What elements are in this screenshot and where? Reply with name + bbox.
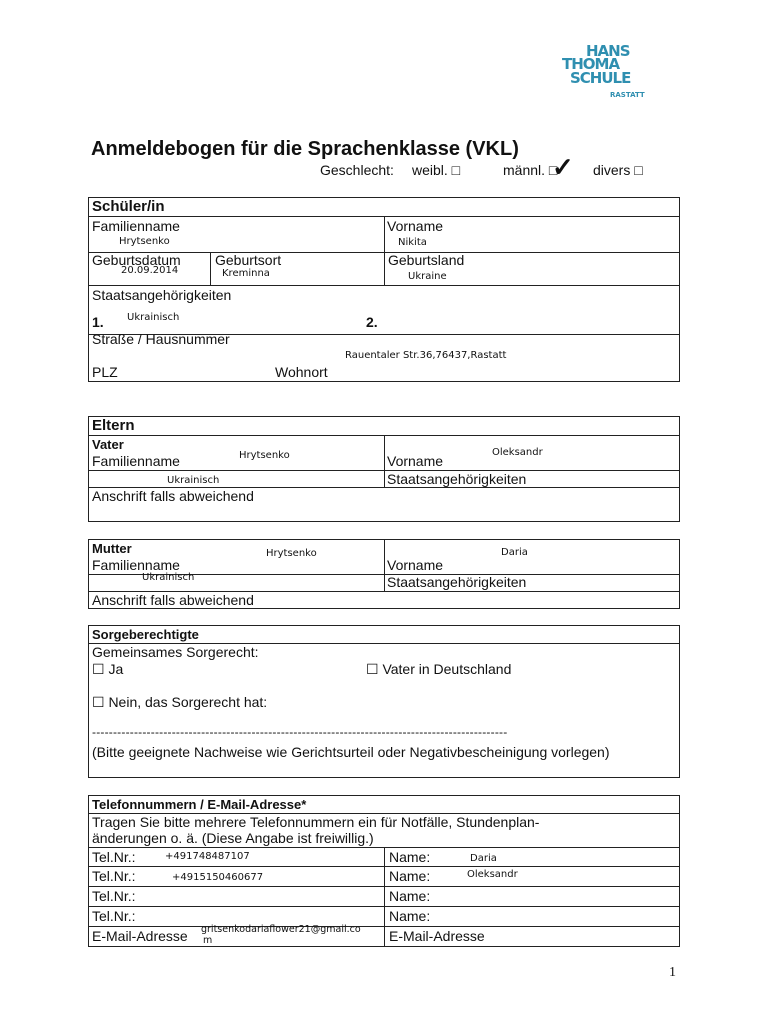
custody-heading: Sorgeberechtigte xyxy=(92,627,199,642)
custody-yes-checkbox[interactable]: ☐ Ja xyxy=(92,661,124,677)
nationality-2-label: 2. xyxy=(366,314,378,330)
birthcountry-value[interactable]: Ukraine xyxy=(408,271,447,282)
tel-label-3: Tel.Nr.: xyxy=(92,888,136,904)
tel-value-2[interactable]: +4915150460677 xyxy=(172,872,264,883)
student-section xyxy=(88,197,680,382)
gender-female-checkbox[interactable]: weibl. □ xyxy=(412,162,461,178)
nationality-label: Staatsangehörigkeiten xyxy=(92,287,232,303)
street-label: Straße / Hausnummer xyxy=(92,331,230,347)
name-label-2: Name: xyxy=(389,868,431,884)
father-family-name-label: Familienname xyxy=(92,453,180,469)
father-nationality-value[interactable]: Ukrainisch xyxy=(167,475,220,486)
email-value-line1[interactable]: gritsenkodariaflower21@gmail.co xyxy=(201,924,361,935)
page-number: 1 xyxy=(669,965,676,980)
mother-family-name-value[interactable]: Hrytsenko xyxy=(266,548,317,559)
father-first-name-value[interactable]: Oleksandr xyxy=(492,447,543,458)
custody-no-checkbox[interactable]: ☐ Nein, das Sorgerecht hat: xyxy=(92,694,268,710)
father-first-name-label: Vorname xyxy=(387,453,444,469)
contact-heading: Telefonnummern / E-Mail-Adresse* xyxy=(92,797,307,812)
name-label-3: Name: xyxy=(389,888,431,904)
birthdate-label: Geburtsdatum xyxy=(92,252,181,268)
zip-label: PLZ xyxy=(92,364,118,380)
student-first-name-value[interactable]: Nikita xyxy=(398,237,427,248)
tel-label-1: Tel.Nr.: xyxy=(92,849,136,865)
father-address-label: Anschrift falls abweichend xyxy=(92,488,254,504)
tel-value-1[interactable]: +491748487107 xyxy=(165,851,250,862)
birthplace-value[interactable]: Kreminna xyxy=(222,268,270,279)
student-family-name-value[interactable]: Hrytsenko xyxy=(119,236,170,247)
email-label-1: E-Mail-Adresse xyxy=(92,928,188,944)
birthcountry-label: Geburtsland xyxy=(388,252,465,268)
student-first-name-label: Vorname xyxy=(387,218,444,234)
name-value-2[interactable]: Oleksandr xyxy=(467,869,518,880)
joint-custody-label: Gemeinsames Sorgerecht: xyxy=(92,644,259,660)
birthdate-value[interactable]: 20.09.2014 xyxy=(121,265,179,276)
school-logo xyxy=(562,44,652,106)
mother-first-name-label: Vorname xyxy=(387,557,444,573)
street-value[interactable]: Rauentaler Str.36,76437,Rastatt xyxy=(345,350,507,361)
birthplace-label: Geburtsort xyxy=(215,252,282,268)
tel-label-4: Tel.Nr.: xyxy=(92,908,136,924)
gender-male-checkbox[interactable]: männl. □ xyxy=(503,162,558,178)
mother-first-name-value[interactable]: Daria xyxy=(501,547,528,558)
city-label: Wohnort xyxy=(275,364,328,380)
mother-heading: Mutter xyxy=(92,541,132,556)
name-value-1[interactable]: Daria xyxy=(470,853,497,864)
father-heading: Vater xyxy=(92,437,124,452)
mother-nationality-value[interactable]: Ukrainisch xyxy=(142,572,195,583)
student-heading: Schüler/in xyxy=(92,198,165,215)
contact-info-line2: änderungen o. ä. (Diese Angabe ist freiwillig.) xyxy=(92,830,374,846)
student-family-name-label: Familienname xyxy=(92,218,180,234)
parents-heading: Eltern xyxy=(92,417,135,434)
logo-text-thoma: THOMA xyxy=(562,55,620,73)
father-nationality-label: Staatsangehörigkeiten xyxy=(387,471,527,487)
custody-note: (Bitte geeignete Nachweise wie Gerichtsurteil oder Negativbescheinigung vorlegen) xyxy=(92,744,610,760)
logo-text-rastatt: RASTATT xyxy=(610,91,645,99)
tel-label-2: Tel.Nr.: xyxy=(92,868,136,884)
mother-family-name-label: Familienname xyxy=(92,557,180,573)
logo-text-hans: HANS xyxy=(586,42,630,60)
name-label-1: Name: xyxy=(389,849,431,865)
gender-diverse-checkbox[interactable]: divers □ xyxy=(593,162,643,178)
checkmark-icon: ✓ xyxy=(552,152,574,182)
email-label-2: E-Mail-Adresse xyxy=(389,928,485,944)
page-title: Anmeldebogen für die Sprachenklasse (VKL) xyxy=(91,138,519,160)
father-family-name-value[interactable]: Hrytsenko xyxy=(239,450,290,461)
mother-nationality-label: Staatsangehörigkeiten xyxy=(387,574,527,590)
gender-label: Geschlecht: xyxy=(320,162,394,178)
nationality-1-value[interactable]: Ukrainisch xyxy=(127,312,180,323)
name-label-4: Name: xyxy=(389,908,431,924)
father-section xyxy=(88,416,680,522)
father-in-germany-checkbox[interactable]: ☐ Vater in Deutschland xyxy=(366,661,512,677)
custody-dash-line: --------------------------------------------------------------------------------------------------- xyxy=(92,725,508,739)
contact-section xyxy=(88,795,680,947)
email-value-line2[interactable]: m xyxy=(203,935,213,946)
contact-info-line1: Tragen Sie bitte mehrere Telefonnummern ein für Notfälle, Stundenplan- xyxy=(92,814,540,830)
custody-section xyxy=(88,625,680,778)
logo-text-schule: SCHULE xyxy=(570,69,631,87)
nationality-1-label: 1. xyxy=(92,314,104,330)
mother-address-label: Anschrift falls abweichend xyxy=(92,592,254,608)
mother-section xyxy=(88,539,680,609)
